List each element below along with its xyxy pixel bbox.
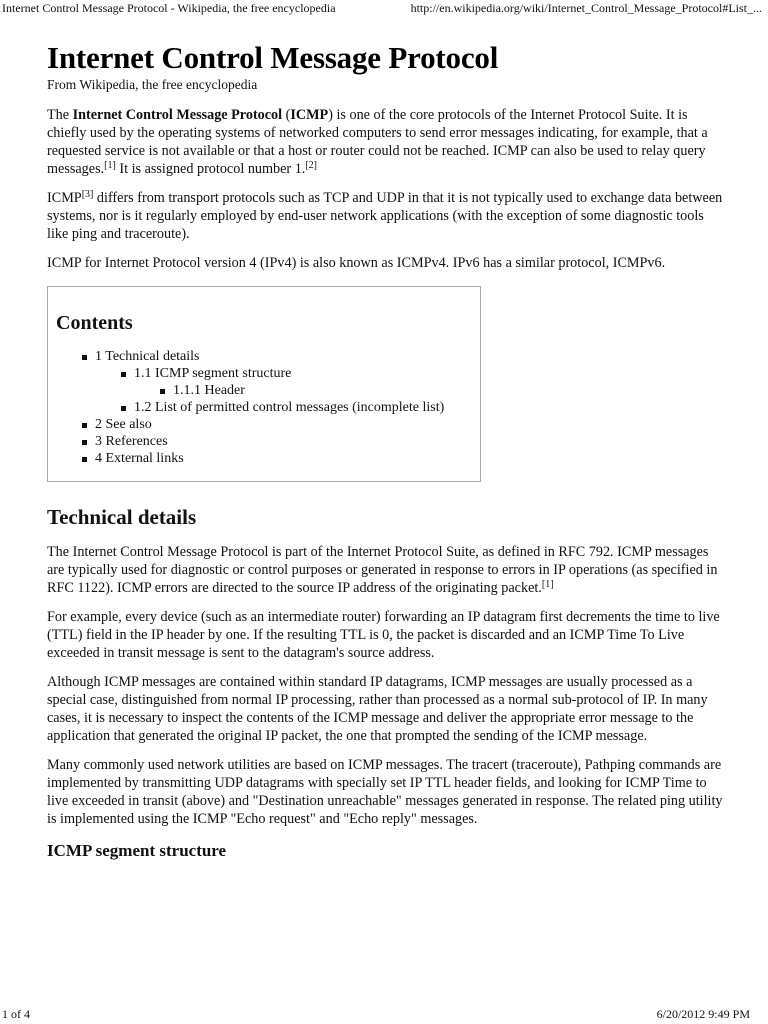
term-name: Internet Control Message Protocol bbox=[72, 107, 283, 123]
toc-subsublist bbox=[173, 382, 480, 399]
citation-link[interactable]: [1] bbox=[104, 160, 116, 171]
citation-link[interactable]: [2] bbox=[305, 160, 318, 171]
toc-item-see-also[interactable]: 2 See also bbox=[95, 416, 480, 433]
page-subtitle: From Wikipedia, the free encyclopedia bbox=[47, 77, 258, 92]
table-of-contents bbox=[47, 286, 481, 482]
technical-paragraph-4: Many commonly used network utilities are based on ICMP messages. The tracert (traceroute), Pathping commands are implemented by transmitting UDP datagrams with specially set IP TTL header fields, and looking for ICMP Time to live exceeded in transit (above) and "Destination unreachable" messages generated in response. The related ping utility is implemented using the ICMP "Echo request" and "Echo reply" messages. bbox=[47, 757, 723, 827]
toc-item-control-messages[interactable]: 1.2 List of permitted control messages (incomplete list) bbox=[134, 399, 480, 416]
print-page-title: Internet Control Message Protocol - Wikipedia, the free encyclopedia bbox=[2, 1, 336, 15]
page-title: Internet Control Message Protocol bbox=[47, 40, 499, 75]
print-url: http://en.wikipedia.org/wiki/Internet_Control_Message_Protocol#List_... bbox=[410, 1, 762, 15]
toc-item-segment-structure[interactable]: 1.1 ICMP segment structure bbox=[134, 365, 480, 382]
section-heading-technical-details: Technical details bbox=[47, 505, 197, 529]
citation-link[interactable]: [3] bbox=[81, 189, 94, 200]
toc-item-header[interactable]: 1.1.1 Header bbox=[173, 382, 480, 399]
toc-item-references[interactable]: 3 References bbox=[95, 433, 480, 450]
print-header bbox=[0, 0, 768, 18]
technical-paragraph-1: The Internet Control Message Protocol is part of the Internet Protocol Suite, as defined in RFC 792. ICMP messages are typically used for diagnostic or control purposes or generated in response to errors in IP operations (as specified in RFC 1122). ICMP errors are directed to the source IP address of the originating packet.[1] bbox=[47, 544, 718, 596]
term-abbr: ICMP bbox=[290, 107, 329, 123]
toc-item-external-links[interactable]: 4 External links bbox=[95, 450, 480, 467]
toc-sublist bbox=[134, 365, 480, 416]
citation-link[interactable]: [1] bbox=[541, 579, 554, 590]
technical-paragraph-2: For example, every device (such as an intermediate router) forwarding an IP datagram first decrements the time to live (TTL) field in the IP header by one. If the resulting TTL is 0, the packet is discarded and an ICMP Time To Live exceeded in transit message is sent to the datagram's source address. bbox=[47, 609, 720, 661]
article bbox=[47, 40, 727, 862]
toc-heading: Contents bbox=[56, 312, 133, 334]
technical-paragraph-3: Although ICMP messages are contained within standard IP datagrams, ICMP messages are usually processed as a special case, distinguished from normal IP processing, rather than processed as a normal sub-protocol of IP. In many cases, it is necessary to inspect the contents of the ICMP message and deliver the appropriate error message to the application that generated the original IP packet, the one that prompted the sending of the ICMP message. bbox=[47, 674, 708, 744]
print-datetime: 6/20/2012 9:49 PM bbox=[656, 1007, 750, 1021]
print-footer bbox=[0, 1006, 768, 1024]
section-heading-segment-structure: ICMP segment structure bbox=[47, 841, 227, 860]
intro-paragraph-2: ICMP[3] differs from transport protocols such as TCP and UDP in that it is not typically used to exchange data between systems, nor is it regularly employed by end-user network applications (with the exception of some diagnostic tools like ping and traceroute). bbox=[47, 189, 723, 242]
toc-subsublist-container bbox=[134, 382, 480, 399]
intro-paragraph-3: ICMP for Internet Protocol version 4 (IPv4) is also known as ICMPv4. IPv6 has a similar protocol, ICMPv6. bbox=[47, 255, 666, 271]
intro-paragraph-1: The Internet Control Message Protocol (ICMP) is one of the core protocols of the Internet Protocol Suite. It is chiefly used by the operating systems of networked computers to send error messages indicating, for example, that a requested service is not available or that a host or router could not be reached. ICMP can also be used to relay query messages.[1] It is assigned protocol number 1.[2] bbox=[47, 107, 708, 177]
page-count: 1 of 4 bbox=[2, 1007, 30, 1021]
toc-sublist-container bbox=[95, 365, 480, 416]
toc-item-technical-details[interactable]: 1 Technical details bbox=[95, 348, 480, 365]
toc-list bbox=[95, 348, 480, 467]
